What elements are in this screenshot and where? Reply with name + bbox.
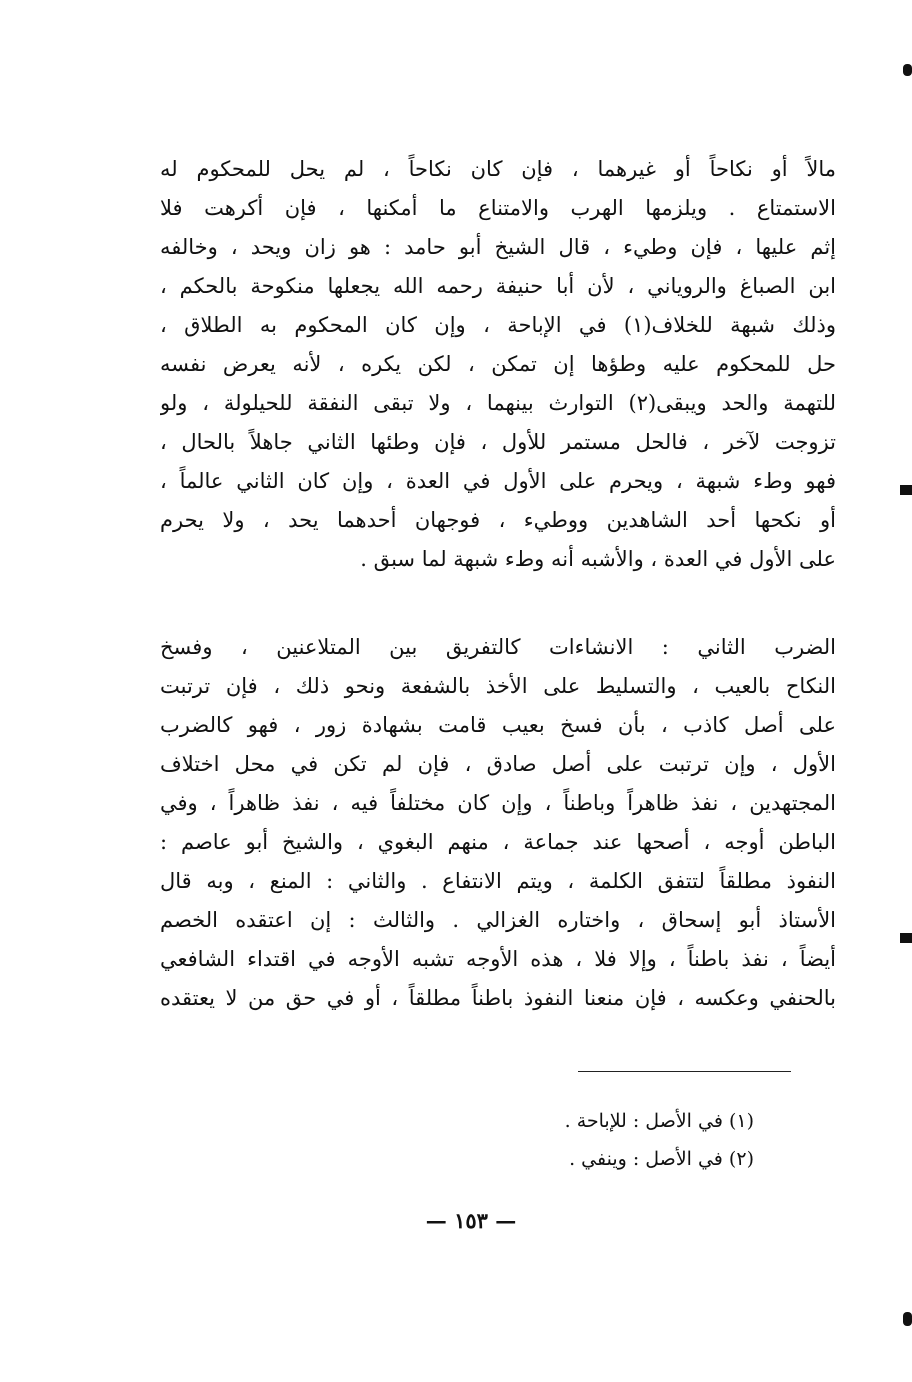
text-line: تزوجت لآخر ، فالحل مستمر للأول ، فإن وطئها الثاني جاهلاً بالحال ، <box>160 430 836 454</box>
text-line: بالحنفي وعكسه ، فإن منعنا النفوذ باطناً مطلقاً ، أو في حق من لا يعتقده <box>160 986 836 1010</box>
text-line: وذلك شبهة للخلاف(١) في الإباحة ، وإن كان المحكوم به الطلاق ، <box>160 313 836 337</box>
footnote-2: (٢) في الأصل : وينفي . <box>569 1148 754 1170</box>
text-line: إثم عليها ، فإن وطيء ، قال الشيخ أبو حامد : هو زان ويحد ، وخالفه <box>160 235 836 259</box>
text-line: للتهمة والحد ويبقى(٢) التوارث بينهما ، ولا تبقى النفقة للحيلولة ، ولو <box>160 391 836 415</box>
text-line: ابن الصباغ والروياني ، لأن أبا حنيفة رحمه الله يجعلها منكوحة بالحكم ، <box>160 274 836 298</box>
scan-edge-mark <box>900 485 912 495</box>
paragraph-2 <box>160 628 836 1018</box>
text-line: حل للمحكوم عليه وطؤها إن تمكن ، لكن يكره ، لأنه يعرض نفسه <box>160 352 836 376</box>
text-line: مالاً أو نكاحاً أو غيرهما ، فإن كان نكاحاً ، لم يحل للمحكوم له <box>160 157 836 181</box>
text-line: الضرب الثاني : الانشاءات كالتفريق بين المتلاعنين ، وفسخ <box>160 635 836 659</box>
scan-edge-mark <box>903 64 912 76</box>
text-line: أو نكحها أحد الشاهدين ووطيء ، فوجهان أحدهما يحد ، ولا يحرم <box>160 508 836 532</box>
text-line: على أصل كاذب ، بأن فسخ بعيب قامت بشهادة زور ، فهو كالضرب <box>160 713 836 737</box>
text-line: الأستاذ أبو إسحاق ، واختاره الغزالي . والثالث : إن اعتقده الخصم <box>160 908 836 932</box>
text-line: فهو وطء شبهة ، ويحرم على الأول في العدة ، وإن كان الثاني عالماً ، <box>160 469 836 493</box>
paragraph-1 <box>160 150 836 579</box>
text-line: النفوذ مطلقاً لتتفق الكلمة ، ويتم الانتفاع . والثاني : المنع ، وبه قال <box>160 869 836 893</box>
text-line: النكاح بالعيب ، والتسليط على الأخذ بالشفعة ونحو ذلك ، فإن ترتبت <box>160 674 836 698</box>
text-line: على الأول في العدة ، والأشبه أنه وطء شبهة لما سبق . <box>360 547 836 571</box>
text-line: الباطن أوجه ، أصحها عند جماعة ، منهم البغوي ، والشيخ أبو عاصم : <box>160 830 836 854</box>
scan-edge-mark <box>900 933 912 943</box>
page-number: — ١٥٣ — <box>425 1208 517 1233</box>
text-line: الاستمتاع . ويلزمها الهرب والامتناع ما أمكنها ، فإن أكرهت فلا <box>160 196 836 220</box>
text-line: أيضاً ، نفذ باطناً ، وإلا فلا ، هذه الأوجه تشبه الأوجه في اقتداء الشافعي <box>160 947 836 971</box>
text-line: الأول ، وإن ترتبت على أصل صادق ، فإن لم تكن في محل اختلاف <box>160 752 836 776</box>
footnotes <box>300 1102 754 1178</box>
footnote-divider <box>578 1071 791 1072</box>
scan-edge-mark <box>903 1312 912 1326</box>
footnote-1: (١) في الأصل : للإباحة . <box>564 1110 754 1132</box>
text-line: المجتهدين ، نفذ ظاهراً وباطناً ، وإن كان مختلفاً فيه ، نفذ ظاهراً ، وفي <box>160 791 836 815</box>
